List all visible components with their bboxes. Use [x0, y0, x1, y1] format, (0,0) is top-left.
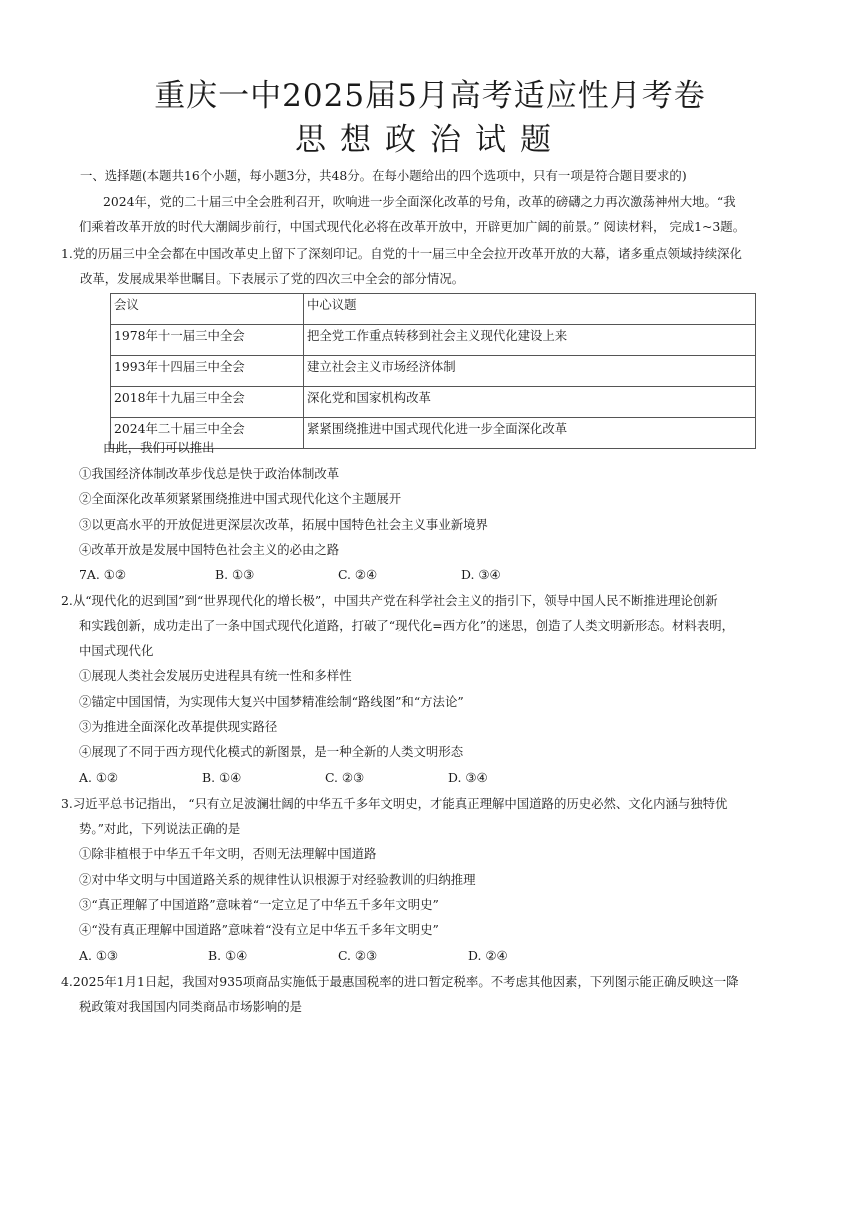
q2-statement: ②锚定中国国情，为实现伟大复兴中国梦精准绘制“路线图”和“方法论” — [79, 694, 464, 709]
q3-stem-line1: 3.习近平总书记指出， “只有立足波澜壮阔的中华五千多年文明史，才能真正理解中国道路的历史必然、文化内涵与独特优 — [61, 796, 728, 811]
q1-stem-line2: 改革，发展成果举世瞩目。下表展示了党的四次三中全会的部分情况。 — [80, 271, 465, 286]
q2-option-b[interactable]: B. ①④ — [202, 770, 242, 785]
q1-statement: ④改革开放是发展中国特色社会主义的必由之路 — [79, 542, 340, 557]
table-cell: 2018年十九届三中全会 — [111, 387, 304, 418]
table-row — [111, 387, 756, 418]
q3-statement: ②对中华文明与中国道路关系的规律性认识根源于对经验教训的归纳推理 — [79, 872, 476, 887]
section-instruction: 一、选择题(本题共16个小题，每小题3分，共48分。在每小题给出的四个选项中，只有一项是符合题目要求的) — [80, 168, 687, 183]
q2-statement: ①展现人类社会发展历史进程具有统一性和多样性 — [79, 668, 352, 683]
q2-stem-line1: 2.从“现代化的迟到国”到“世界现代化的增长极”，中国共产党在科学社会主义的指引下，领导中国人民不断推进理论创新 — [61, 593, 718, 608]
table-row — [111, 356, 756, 387]
q2-option-a[interactable]: A. ①② — [79, 770, 119, 785]
table-header-row — [111, 294, 756, 325]
q1-option-d[interactable]: D. ③④ — [461, 567, 501, 582]
q2-statement: ③为推进全面深化改革提供现实路径 — [79, 719, 278, 734]
table-cell: 2024年二十届三中全会 — [111, 418, 304, 449]
table-header-cell: 会议 — [111, 294, 304, 325]
q3-statement: ④“没有真正理解中国道路”意味着“没有立足中华五千多年文明史” — [79, 922, 439, 937]
q2-option-c[interactable]: C. ②③ — [325, 770, 365, 785]
q2-option-d[interactable]: D. ③④ — [448, 770, 488, 785]
intro-paragraph-line2: 们乘着改革开放的时代大潮阔步前行，中国式现代化必将在改革开放中，开辟更加广阔的前景。” 阅读材料， 完成1~3题。 — [79, 219, 746, 234]
exam-title: 重庆一中2025届5月高考适应性月考卷 — [154, 78, 706, 114]
q1-option-b[interactable]: B. ①③ — [215, 567, 255, 582]
q4-stem-line1: 4.2025年1月1日起，我国对935项商品实施低于最惠国税率的进口暂定税率。不考虑其他因素，下列图示能正确反映这一降 — [61, 974, 739, 989]
q1-option-a[interactable]: 7A. ①② — [79, 567, 126, 582]
table-header-cell: 中心议题 — [304, 294, 756, 325]
q3-option-b[interactable]: B. ①④ — [208, 948, 248, 963]
q2-stem-line2: 和实践创新，成功走出了一条中国式现代化道路，打破了“现代化=西方化”的迷思，创造了人类文明新形态。材料表明， — [79, 618, 734, 633]
exam-subtitle: 思想政治试题 — [295, 122, 565, 158]
q1-statement: ①我国经济体制改革步伐总是快于政治体制改革 — [79, 466, 340, 481]
q3-option-d[interactable]: D. ②④ — [468, 948, 508, 963]
table-row — [111, 325, 756, 356]
table-cell: 1993年十四届三中全会 — [111, 356, 304, 387]
q1-lead: 由此，我们可以推出 — [103, 440, 215, 455]
table-cell: 深化党和国家机构改革 — [304, 387, 756, 418]
q3-statement: ③“真正理解了中国道路”意味着“一定立足了中华五千多年文明史” — [79, 897, 439, 912]
q3-option-c[interactable]: C. ②③ — [338, 948, 378, 963]
q1-statement: ③以更高水平的开放促进更深层次改革，拓展中国特色社会主义事业新境界 — [79, 517, 488, 532]
table-cell: 1978年十一届三中全会 — [111, 325, 304, 356]
q1-stem-line1: 1.党的历届三中全会都在中国改革史上留下了深刻印记。自党的十一届三中全会拉开改革开放的大幕，诸多重点领域持续深化 — [61, 246, 742, 261]
q4-stem-line2: 税政策对我国国内同类商品市场影响的是 — [79, 999, 303, 1014]
q3-stem-line2: 势。”对此，下列说法正确的是 — [79, 821, 241, 836]
table-cell: 建立社会主义市场经济体制 — [304, 356, 756, 387]
table-cell: 紧紧围绕推进中国式现代化进一步全面深化改革 — [304, 418, 756, 449]
q2-statement: ④展现了不同于西方现代化模式的新图景，是一种全新的人类文明形态 — [79, 744, 464, 759]
q3-option-a[interactable]: A. ①③ — [79, 948, 119, 963]
plenum-table — [110, 293, 756, 449]
table-cell: 把全党工作重点转移到社会主义现代化建设上来 — [304, 325, 756, 356]
q3-statement: ①除非植根于中华五千年文明，否则无法理解中国道路 — [79, 846, 377, 861]
q1-option-c[interactable]: C. ②④ — [338, 567, 378, 582]
intro-paragraph-line1: 2024年，党的二十届三中全会胜利召开，吹响进一步全面深化改革的号角，改革的磅礴之力再次激荡神州大地。“我 — [103, 194, 736, 209]
q2-stem-line3: 中国式现代化 — [79, 643, 154, 658]
q1-statement: ②全面深化改革须紧紧围绕推进中国式现代化这个主题展开 — [79, 491, 402, 506]
